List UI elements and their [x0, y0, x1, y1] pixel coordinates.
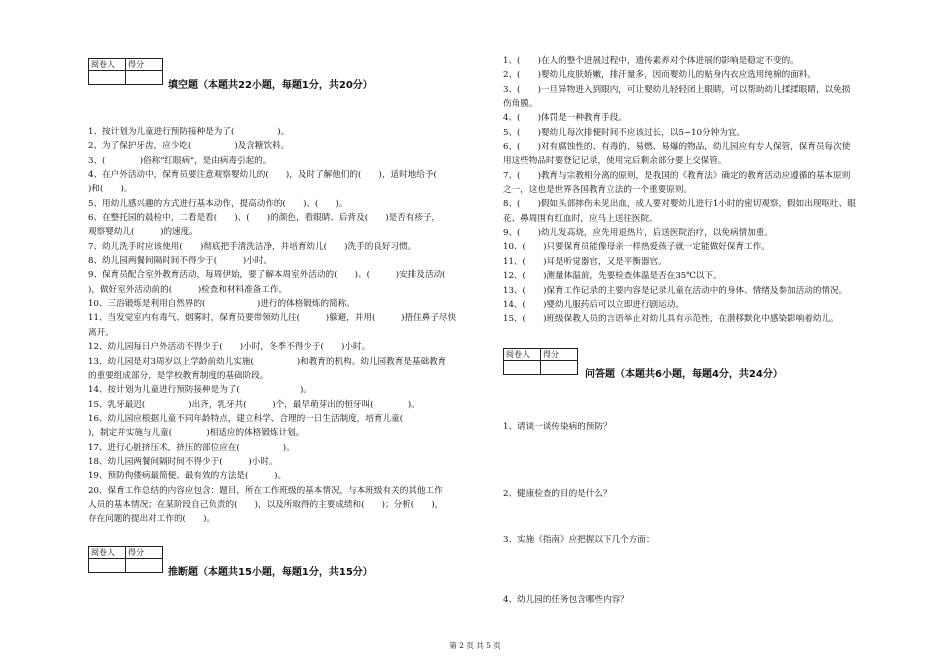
question-line: 10、三浴锻炼是利用自然界的( )进行的体格锻炼的简称。	[88, 299, 355, 310]
question-line: 2、为了保护牙齿，应少吃( )及含糖饮料。	[88, 141, 290, 152]
question-line: 14、( )婴幼儿服药后可以立即进行剧运动。	[503, 299, 684, 310]
question-line: )和( )。	[88, 184, 133, 195]
page-footer: 第 2 页 共 5 页	[449, 641, 501, 650]
question-line: 9、( )幼儿发高烧，应先用退热片，后送医院治疗，以免病情加重。	[503, 228, 773, 239]
question-line: 15、乳牙最迟( )出齐，乳牙共( )个，最早萌芽出的恒牙叫( )。	[88, 399, 420, 410]
question-line: 12、( )测量体温前，先要检查体温是否在35℃以下。	[503, 271, 722, 282]
score-cell[interactable]	[126, 559, 163, 573]
question-line: 17、进行心脏挤压术，挤压的部位应在( )。	[88, 442, 295, 453]
question-line: 3、( )一旦异物进入到眼内，可让婴幼儿轻轻闭上眼睛，可以帮助幼儿揉揉眼睛，以免损	[503, 84, 851, 95]
question-line: 11、当发觉室内有毒气、烟雾时，保育员要带领幼儿往( )躲避，并用( )捂住鼻子尽快	[88, 313, 457, 324]
question-line: 5、( )婴幼儿每次排便时间不应该过长，以5~10分钟为宜。	[503, 127, 746, 138]
score-label: 得分	[126, 59, 163, 71]
question-line: 18、幼儿园两餐间隔时间不得少于( )小时。	[88, 456, 278, 467]
question-line: 存在问题的提出对工作的( )。	[88, 514, 216, 525]
score-label: 得分	[126, 547, 163, 559]
question-line: 用这些物品时要登记记录，使用完后剩余部分要上交保管。	[503, 156, 727, 167]
qa-question-1: 1、请谈一谈传染病的预防？	[503, 422, 612, 432]
question-line: 人员的基本情况；在某阶段自己负责的( )，以及所取得的主要成绩和( )；分析( )，	[88, 499, 444, 510]
question-line: 1、按计划为儿童进行预防接种是为了( )。	[88, 127, 290, 137]
reviewer-label: 阅卷人	[504, 349, 541, 361]
qa-title: 问答题（本题共6小题，每题4分，共24分）	[585, 369, 783, 380]
question-line: 2、( )婴幼儿皮肤娇嫩，排汗量多，因而婴幼儿的贴身内衣应选用纯棉的面料。	[503, 70, 816, 81]
question-line: 8、( )假如头部摔伤未见出血，成人要对婴幼儿进行1小时的密切观察，假如出现呕吐、眼	[503, 199, 856, 210]
question-line: 13、( )保育工作记录的主要内容是记录儿童在活动中的身体、情绪及参加活动的情况。	[503, 285, 848, 296]
question-line: 10、( )只要保育员能像母亲一样热爱孩子就一定能做好保育工作。	[503, 242, 770, 253]
qa-question-2: 2、健康检查的目的是什么？	[503, 489, 612, 499]
question-line: 之一，这也是世界各国教育立法的一个重要原则。	[503, 185, 693, 196]
question-line: 12、幼儿园每日户外活动不得少于( )小时，冬季不得少于( )小时。	[88, 342, 371, 353]
reviewer-cell[interactable]	[504, 361, 541, 375]
score-label: 得分	[541, 349, 578, 361]
score-cell[interactable]	[126, 71, 163, 85]
question-line: 伤角膜。	[503, 99, 538, 110]
question-line: 的重要组成部分，是学校教育制度的基础阶段。	[88, 370, 269, 381]
reviewer-cell[interactable]	[89, 559, 126, 573]
qa-question-3: 3、实施《指南》应把握以下几个方面：	[503, 535, 655, 545]
question-line: 6、在整托园的晨检中，二看是看( )、( )的颜色，看眼睛、后背及( )是否有疹子，	[88, 213, 441, 224]
score-box-fill	[88, 58, 163, 85]
fill-blank-title: 填空题（本题共22小题，每题1分，共20分）	[168, 80, 373, 91]
question-line: )，制定并实施与儿童( )相适应的体格锻炼计划。	[88, 428, 305, 439]
reviewer-cell[interactable]	[89, 71, 126, 85]
question-line: 4、在户外活动中，保育员要注意观察婴幼儿的( )，及时了解他们的( )，适时地给予(	[88, 170, 437, 181]
question-line: 离开。	[88, 327, 114, 338]
question-line: 花、鼻周围有红血时，应马上送往医院。	[503, 213, 658, 224]
question-line: )，做好室外活动前的( )检查和材料准备工作。	[88, 284, 288, 295]
reviewer-label: 阅卷人	[89, 59, 126, 71]
question-line: 14、按计划为儿童进行预防接种是为了( )。	[88, 385, 312, 396]
question-line: 15、( )班级保教人员的言语举止对幼儿具有示范性，在潜移默化中感染影响着幼儿。	[503, 314, 839, 325]
question-line: 9、保育员配合室外教育活动，每周伊始，要了解本周室外活动的( )、( )安排及活动(	[88, 270, 446, 281]
question-line: 13、幼儿园是对3周岁以上学龄前幼儿实施( )和教育的机构。幼儿园教育是基础教育	[88, 356, 447, 367]
question-line: 6、( )对有腐蚀性的、有毒的、易燃、易爆的物品，幼儿园应有专人保管，保育员每次使	[503, 142, 851, 153]
reviewer-label: 阅卷人	[89, 547, 126, 559]
fill-blank-questions	[88, 125, 456, 527]
question-line: 1、( )在人的整个进展过程中，遗传素养对个体进展的影响是稳定不变的。	[503, 56, 799, 66]
question-line: 7、( )教育与宗教相分离的原则，是我国的《教育法》确定的教育活动应遵循的基本原则	[503, 170, 851, 181]
qa-question-4: 4、幼儿园的任务包含哪些内容？	[503, 595, 629, 605]
question-line: 5、用幼儿感兴趣的方式进行基本动作，提高动作的( )、( )。	[88, 198, 348, 209]
score-box-qa	[503, 348, 578, 375]
question-line: 16、幼儿园应根据儿童不同年龄特点，建立科学、合理的一日生活制度，培育儿童(	[88, 413, 438, 424]
score-box-judgment	[88, 546, 163, 573]
question-line: 8、幼儿园两餐间隔时间不得少于( )小时。	[88, 256, 273, 267]
question-line: 3、( )俗称"红眼病"，是由病毒引起的。	[88, 155, 272, 166]
question-line: 11、( )耳是听觉器官，又是平衡器官。	[503, 256, 667, 267]
question-line: 7、幼儿洗手时应该使用( )彻底把手清洗洁净，并培育幼儿( )洗手的良好习惯。	[88, 241, 417, 252]
question-line: 观察婴幼儿( )的速度。	[88, 227, 198, 238]
judgment-title: 推断题（本题共15小题，每题1分，共15分）	[168, 567, 373, 578]
question-line: 19、预防佝偻病最简便、最有效的方法是( )。	[88, 471, 287, 482]
question-line: 20、保育工作总结的内容应包含：题目，所在工作班级的基本情况，与本班级有关的其他工作	[88, 485, 443, 496]
judgment-questions	[503, 54, 856, 327]
question-line: 4、( )体罚是一种教育手段。	[503, 113, 627, 124]
score-cell[interactable]	[541, 361, 578, 375]
